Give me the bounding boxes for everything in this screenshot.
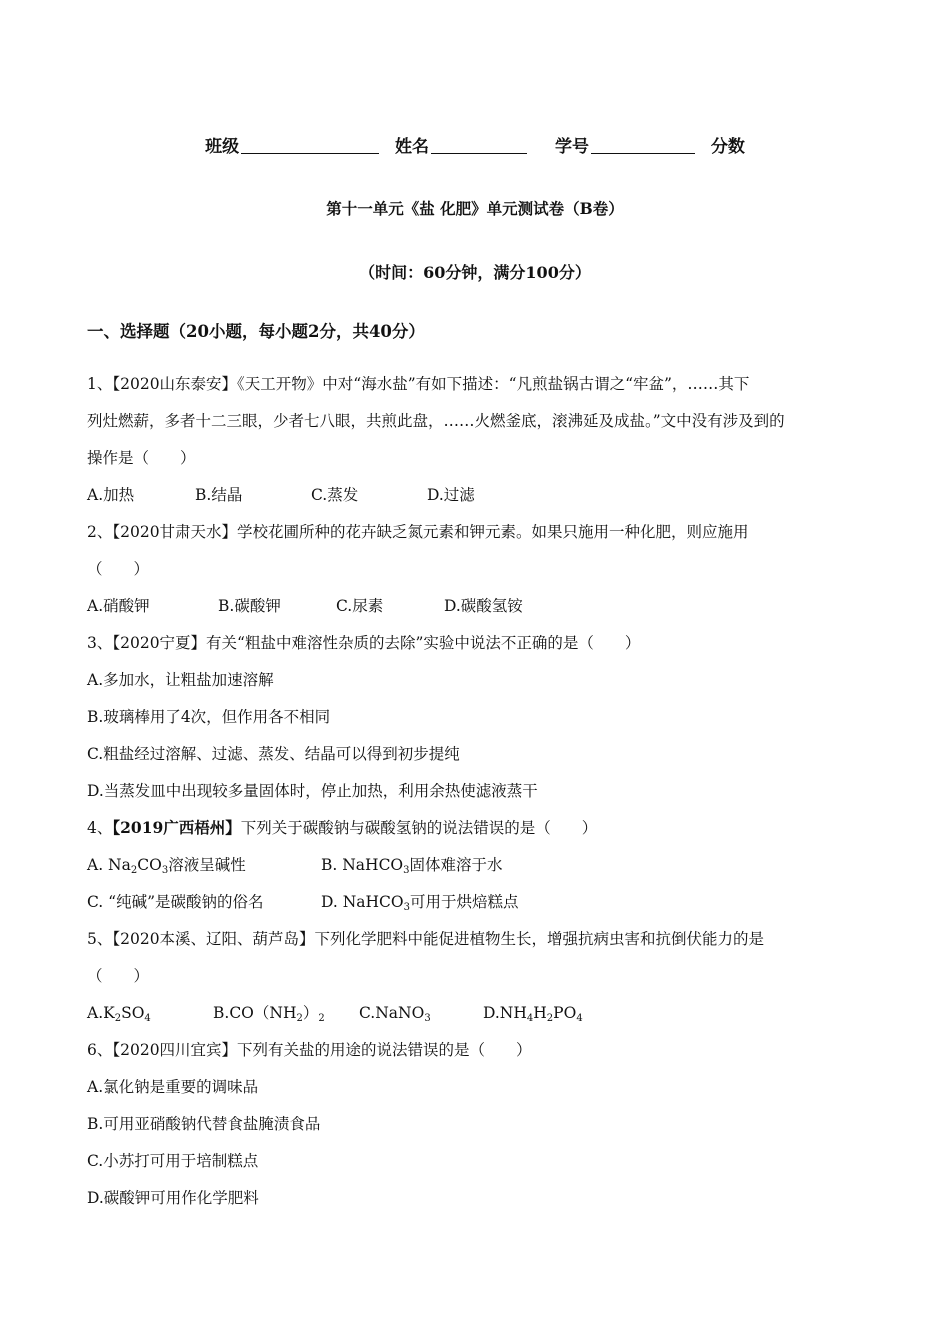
q1-line-2: 列灶燃薪，多者十二三眼，少者七八眼，共煎此盘，……火燃釜底，滚沸延及成盐。”文中没有涉及到的 bbox=[87, 412, 785, 430]
q4-option-c[interactable]: C. “纯碱”是碳酸钠的俗名 bbox=[87, 893, 264, 911]
q2-option-b[interactable]: B.碳酸钾 bbox=[218, 597, 281, 615]
q2-options bbox=[87, 596, 523, 616]
q4-source-tag: 【2019广西梧州】 bbox=[112, 818, 241, 837]
q6-option-d[interactable]: D.碳酸钾可用作化学肥料 bbox=[87, 1189, 259, 1207]
q4-number: 4、 bbox=[87, 819, 113, 837]
q6-option-c[interactable]: C.小苏打可用于培制糕点 bbox=[87, 1152, 259, 1170]
q2-line-2: （ ） bbox=[87, 560, 150, 578]
page-title: 第十一单元《盐 化肥》单元测试卷（B卷） bbox=[326, 199, 624, 218]
q2-option-c[interactable]: C.尿素 bbox=[336, 597, 384, 615]
class-label: 班级 bbox=[205, 137, 240, 157]
name-blank[interactable] bbox=[431, 137, 527, 154]
q6-line-1: 6、【2020四川宜宾】下列有关盐的用途的说法错误的是（ ） bbox=[87, 1041, 532, 1059]
q4-options-row-2 bbox=[87, 892, 519, 918]
q1-option-b[interactable]: B.结晶 bbox=[195, 486, 243, 504]
q5-options bbox=[87, 1003, 583, 1029]
q3-option-b[interactable]: B.玻璃棒用了4次，但作用各不相同 bbox=[87, 708, 331, 726]
id-label: 学号 bbox=[554, 137, 589, 157]
q1-line-3: 操作是（ ） bbox=[87, 449, 196, 467]
q2-option-d[interactable]: D.碳酸氢铵 bbox=[444, 597, 523, 615]
q5-option-d[interactable]: $D.NH_4H_2PO_4$ bbox=[483, 1004, 583, 1024]
q3-option-c[interactable]: C.粗盐经过溶解、过滤、蒸发、结晶可以得到初步提纯 bbox=[87, 745, 460, 763]
q4-stem: 下列关于碳酸钠与碳酸氢钠的说法错误的是（ ） bbox=[240, 819, 598, 837]
q5-option-b[interactable]: $B.CO(NH_2)_2$ bbox=[213, 1004, 325, 1024]
q1-option-a[interactable]: A.加热 bbox=[87, 486, 135, 504]
q6-option-a[interactable]: A.氯化钠是重要的调味品 bbox=[87, 1078, 259, 1096]
q4-option-b[interactable]: B. NaHCO$_3$固体难溶于水 bbox=[321, 856, 503, 876]
q4-option-d[interactable]: D. NaHCO$_3$可用于烘焙糕点 bbox=[321, 893, 519, 913]
q1-line-1: 1、【2020山东泰安】《天工开物》中对“海水盐”有如下描述：“凡煎盐锅古谓之“牢盆”，……其下 bbox=[87, 375, 750, 393]
student-info-header bbox=[0, 132, 950, 157]
score-label: 分数 bbox=[710, 137, 745, 157]
section-heading: 一、选择题（20小题，每小题2分，共40分） bbox=[87, 322, 425, 341]
q5-option-c[interactable]: C.NaNO$_3$ bbox=[359, 1004, 431, 1024]
q1-options bbox=[87, 485, 475, 505]
q4-option-a[interactable]: A. $Na_2CO_3$溶液呈碱性 bbox=[87, 856, 246, 876]
q2-line-1: 2、【2020甘肃天水】学校花圃所种的花卉缺乏氮元素和钾元素。如果只施用一种化肥，则应施用 bbox=[87, 523, 749, 541]
q1-option-d[interactable]: D.过滤 bbox=[427, 486, 475, 504]
q3-option-a[interactable]: A.多加水，让粗盐加速溶解 bbox=[87, 671, 274, 689]
q3-line-1: 3、【2020宁夏】有关“粗盐中难溶性杂质的去除”实验中说法不正确的是（ ） bbox=[87, 634, 641, 652]
q4-line-1 bbox=[87, 818, 597, 838]
q4-options-row-1 bbox=[87, 855, 503, 881]
q1-option-c[interactable]: C.蒸发 bbox=[311, 486, 359, 504]
id-blank[interactable] bbox=[591, 137, 695, 154]
q5-option-a[interactable]: $A.K_2SO_4$ bbox=[87, 1004, 151, 1024]
q5-line-1: 5、【2020本溪、辽阳、葫芦岛】下列化学肥料中能促进植物生长，增强抗病虫害和抗倒伏能力的是 bbox=[87, 930, 765, 948]
name-label: 姓名 bbox=[395, 137, 430, 157]
q5-line-2: （ ） bbox=[87, 967, 150, 985]
time-note: （时间：60分钟，满分100分） bbox=[359, 263, 591, 282]
q2-option-a[interactable]: A.硝酸钾 bbox=[87, 597, 150, 615]
q3-option-d[interactable]: D.当蒸发皿中出现较多量固体时，停止加热，利用余热使滤液蒸干 bbox=[87, 782, 538, 800]
class-blank[interactable] bbox=[241, 137, 379, 154]
q6-option-b[interactable]: B.可用亚硝酸钠代替食盐腌渍食品 bbox=[87, 1115, 321, 1133]
